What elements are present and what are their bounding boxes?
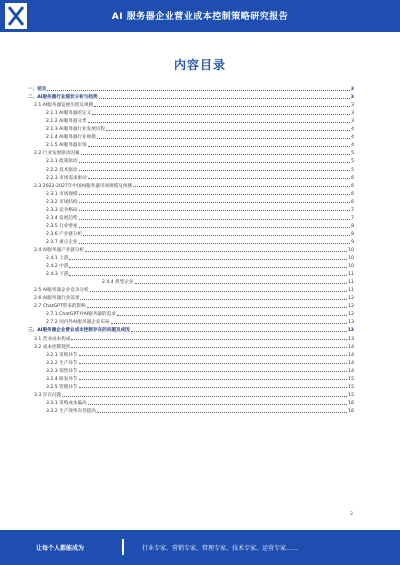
toc-title: 内容目录 [173, 58, 226, 72]
toc-entry-page: 4 [351, 143, 354, 149]
toc-entry-page: 3 [351, 111, 354, 117]
toc-entry[interactable] [28, 253, 354, 261]
toc-entry-page: 15 [348, 384, 354, 390]
toc-entry-text: 2.1.2 AI服务器分类 [46, 119, 87, 125]
toc-leader-dots [111, 322, 348, 324]
toc-entry-page: 3 [350, 95, 354, 101]
toc-entry-page: 7 [351, 207, 354, 213]
toc-entry-text: 3.3 存在问题 [34, 392, 62, 398]
toc-entry-text: 2.4.1 上游 [46, 256, 69, 262]
toc-entry[interactable] [28, 164, 354, 172]
toc-entry[interactable] [28, 148, 354, 156]
toc-entry[interactable] [28, 116, 354, 124]
toc-leader-dots [69, 258, 347, 260]
toc-entry[interactable] [28, 301, 354, 309]
toc-entry[interactable] [28, 213, 354, 221]
toc-entry-page: 14 [348, 360, 354, 366]
toc-entry-page: 12 [348, 304, 354, 310]
toc-entry[interactable] [28, 189, 354, 197]
toc-entry[interactable] [28, 366, 354, 374]
toc-entry-text: 2.1.4 AI服务器行业规模 [46, 135, 96, 141]
toc-leader-dots [79, 362, 348, 364]
toc-entry-text: 2.7 ChatGPT带来的影响 [34, 304, 86, 310]
toc-entry-text: 2.4.2 中游 [46, 264, 69, 270]
toc-leader-dots [88, 177, 350, 179]
toc-entry[interactable] [28, 132, 354, 140]
toc-leader-dots [88, 121, 350, 123]
header-bar [0, 0, 400, 32]
toc-leader-dots [80, 298, 347, 300]
toc-leader-dots [97, 137, 350, 139]
toc-entry-page: 3 [351, 103, 354, 109]
toc-entry[interactable] [28, 374, 354, 382]
toc-entry[interactable] [28, 221, 354, 229]
toc-entry[interactable] [28, 229, 354, 237]
toc-entry[interactable] [28, 181, 354, 189]
toc-entry-text: 2.2.3 市场需求驱动 [46, 175, 87, 181]
toc-entry-page: 5 [351, 159, 354, 165]
toc-entry-text: 2.4.4 典型企业 [102, 280, 134, 286]
toc-entry-text: 3.2.5 管理环节 [46, 384, 78, 390]
toc-entry-page: 14 [348, 368, 354, 374]
toc-leader-dots [79, 209, 351, 211]
toc-entry-page: 6 [351, 175, 354, 181]
toc-entry-text: 一、前言 [28, 87, 47, 93]
toc-entry[interactable] [28, 358, 354, 366]
toc-entry-page: 13 [348, 336, 354, 342]
toc-entry[interactable] [28, 406, 354, 414]
toc-entry-page: 11 [348, 288, 354, 294]
toc-leader-dots [79, 218, 351, 220]
toc-entry-text: 2.1.1 AI服务器的定义 [46, 111, 92, 117]
toc-entry-page: 13 [348, 320, 354, 326]
toc-entry[interactable] [28, 309, 354, 317]
toc-leader-dots [79, 226, 351, 228]
toc-leader-dots [99, 97, 350, 99]
toc-leader-dots [92, 113, 350, 115]
toc-entry-text: 2.3.7 重点企业 [46, 239, 78, 245]
toc-entry-page: 11 [348, 272, 354, 278]
toc-entry[interactable] [28, 245, 354, 253]
toc-leader-dots [71, 346, 347, 348]
toc-entry[interactable] [28, 140, 354, 148]
toc-leader-dots [81, 153, 351, 155]
toc-entry-text: 2.3.3 竞争格局 [46, 207, 78, 213]
toc-entry[interactable] [28, 156, 354, 164]
toc-leader-dots [79, 169, 351, 171]
toc-entry-text: 2.4 AI服务器产业链分析 [34, 247, 85, 253]
toc-leader-dots [79, 161, 351, 163]
toc-entry-text: 2.1 AI服务器发展历程及规模 [34, 103, 94, 109]
toc-entry[interactable] [28, 197, 354, 205]
toc-entry-page: 15 [348, 376, 354, 382]
toc-entry-page: 13 [347, 328, 354, 334]
toc-leader-dots [79, 201, 351, 203]
toc-leader-dots [79, 378, 348, 380]
toc-entry-page: 3 [350, 87, 354, 93]
footer-divider [122, 539, 124, 555]
toc-entry[interactable] [28, 108, 354, 116]
toc-entry-text: 2.1.3 AI服务器行业发展历程 [46, 127, 105, 133]
toc-entry-page: 3 [351, 119, 354, 125]
toc-entry-page: 10 [348, 256, 354, 262]
toc-entry-page: 9 [351, 239, 354, 245]
toc-entry-text: 3.2 成本控制现状 [34, 344, 71, 350]
toc-entry-page: 14 [348, 344, 354, 350]
toc-entry-text: 2.6 AI服务器行业前景 [34, 296, 80, 302]
toc-entry-page: 6 [351, 183, 354, 189]
toc-leader-dots [88, 403, 347, 405]
toc-entry-text: 2.3.2 市场结构 [46, 199, 78, 205]
toc-entry-text: 2.3.4 发展趋势 [46, 215, 78, 221]
toc-leader-dots [71, 338, 347, 340]
toc-entry-page: 5 [351, 167, 354, 173]
toc-entry-text: 2.2.2 技术驱动 [46, 167, 78, 173]
toc-entry-text: 2.3 2022-2027年中国AI服务器市场规模及预测 [34, 183, 133, 189]
toc-entry[interactable] [28, 100, 354, 108]
toc-entry-page: 11 [348, 280, 354, 286]
toc-entry-page: 14 [348, 352, 354, 358]
toc-entry[interactable] [28, 342, 354, 350]
toc-entry-page: 16 [348, 408, 354, 414]
toc-leader-dots [85, 250, 347, 252]
toc-entry-text: 二、AI服务器行业现状分析与趋势 [28, 95, 98, 101]
toc-leader-dots [97, 411, 347, 413]
toc-leader-dots [69, 266, 347, 268]
toc-entry-text: 3.2.2 生产环节 [46, 360, 78, 366]
toc-entry-text: 3.2.3 销售环节 [46, 368, 78, 374]
toc-leader-dots [79, 354, 348, 356]
toc-entry[interactable] [28, 390, 354, 398]
toc-entry-page: 4 [351, 135, 354, 141]
toc-entry[interactable] [28, 124, 354, 132]
toc-entry-page: 4 [351, 127, 354, 133]
toc-entry[interactable] [28, 261, 354, 269]
header-title: AI 服务器企业营业成本控制策略研究报告 [111, 12, 289, 22]
toc-entry[interactable] [28, 382, 354, 390]
toc-leader-dots [79, 370, 348, 372]
toc-entry[interactable] [28, 285, 354, 293]
toc-entry-text: 3.2.1 采购环节 [46, 352, 78, 358]
table-of-contents [28, 84, 354, 414]
toc-entry-text: 3.3.1 采购成本偏高 [46, 400, 87, 406]
toc-entry-text: 2.3.5 行业壁垒 [46, 223, 78, 229]
toc-entry-page: 15 [348, 392, 354, 398]
toc-entry-page: 8 [351, 231, 354, 237]
toc-entry-text: 三、AI服务器企业营业成本控制存在的问题及成因 [28, 328, 130, 334]
toc-entry[interactable] [28, 333, 354, 341]
toc-entry[interactable] [28, 317, 354, 325]
toc-entry-page: 10 [348, 247, 354, 253]
toc-leader-dots [88, 145, 350, 147]
toc-entry[interactable] [28, 84, 354, 92]
toc-leader-dots [83, 234, 350, 236]
toc-leader-dots [90, 290, 348, 292]
toc-entry-text: 3.1 营业成本构成 [34, 336, 71, 342]
toc-leader-dots [79, 386, 348, 388]
toc-entry-page: 12 [348, 312, 354, 318]
toc-leader-dots [62, 395, 347, 397]
toc-entry-text: 2.4.3 下游 [46, 272, 69, 278]
toc-leader-dots [135, 282, 348, 284]
toc-entry-page: 8 [351, 223, 354, 229]
toc-entry[interactable] [28, 293, 354, 301]
toc-entry[interactable] [28, 173, 354, 181]
toc-leader-dots [131, 330, 347, 332]
toc-entry-text: 2.2 行业发展驱动因素 [34, 151, 80, 157]
footer-slogan: 让每个人都能成为 [36, 545, 85, 552]
toc-entry[interactable] [28, 205, 354, 213]
toc-entry-text: 3.3.2 生产效率有待提高 [46, 408, 96, 414]
toc-leader-dots [79, 193, 351, 195]
toc-entry[interactable] [28, 277, 354, 285]
toc-leader-dots [79, 242, 351, 244]
toc-leader-dots [87, 306, 348, 308]
toc-entry[interactable] [28, 269, 354, 277]
toc-entry-page: 10 [348, 264, 354, 270]
toc-leader-dots [47, 89, 349, 91]
toc-entry-text: 2.3.1 市场规模 [46, 191, 78, 197]
toc-entry-text: 2.7.2 国内外AI服务器企业布局 [46, 320, 110, 326]
toc-entry-text: 2.1.5 AI服务器市场 [46, 143, 87, 149]
page-number: 2 [350, 512, 353, 517]
toc-entry-page: 6 [351, 191, 354, 197]
toc-entry-page: 16 [348, 400, 354, 406]
toc-entry[interactable] [28, 325, 354, 333]
footer-tagline: 行业专家、营销专家、管理专家、技术专家、运营专家…… [142, 545, 299, 552]
toc-leader-dots [133, 185, 350, 187]
toc-entry-text: 3.2.4 研发环节 [46, 376, 78, 382]
toc-leader-dots [106, 129, 350, 131]
toc-entry-page: 5 [351, 151, 354, 157]
toc-entry-page: 12 [348, 296, 354, 302]
toc-entry-text: 2.3.6 产业链分析 [46, 231, 83, 237]
toc-entry[interactable] [28, 92, 354, 100]
toc-entry[interactable] [28, 237, 354, 245]
toc-entry-page: 7 [351, 215, 354, 221]
toc-leader-dots [117, 314, 347, 316]
toc-leader-dots [94, 105, 350, 107]
toc-entry[interactable] [28, 350, 354, 358]
toc-entry-text: 2.5 AI服务器企业竞争分析 [34, 288, 89, 294]
toc-entry[interactable] [28, 398, 354, 406]
toc-leader-dots [69, 274, 347, 276]
toc-entry-text: 2.2.1 政策驱动 [46, 159, 78, 165]
toc-entry-text: 2.7.1 ChatGPT对AI服务器的需求 [46, 312, 116, 318]
toc-entry-page: 6 [351, 199, 354, 205]
